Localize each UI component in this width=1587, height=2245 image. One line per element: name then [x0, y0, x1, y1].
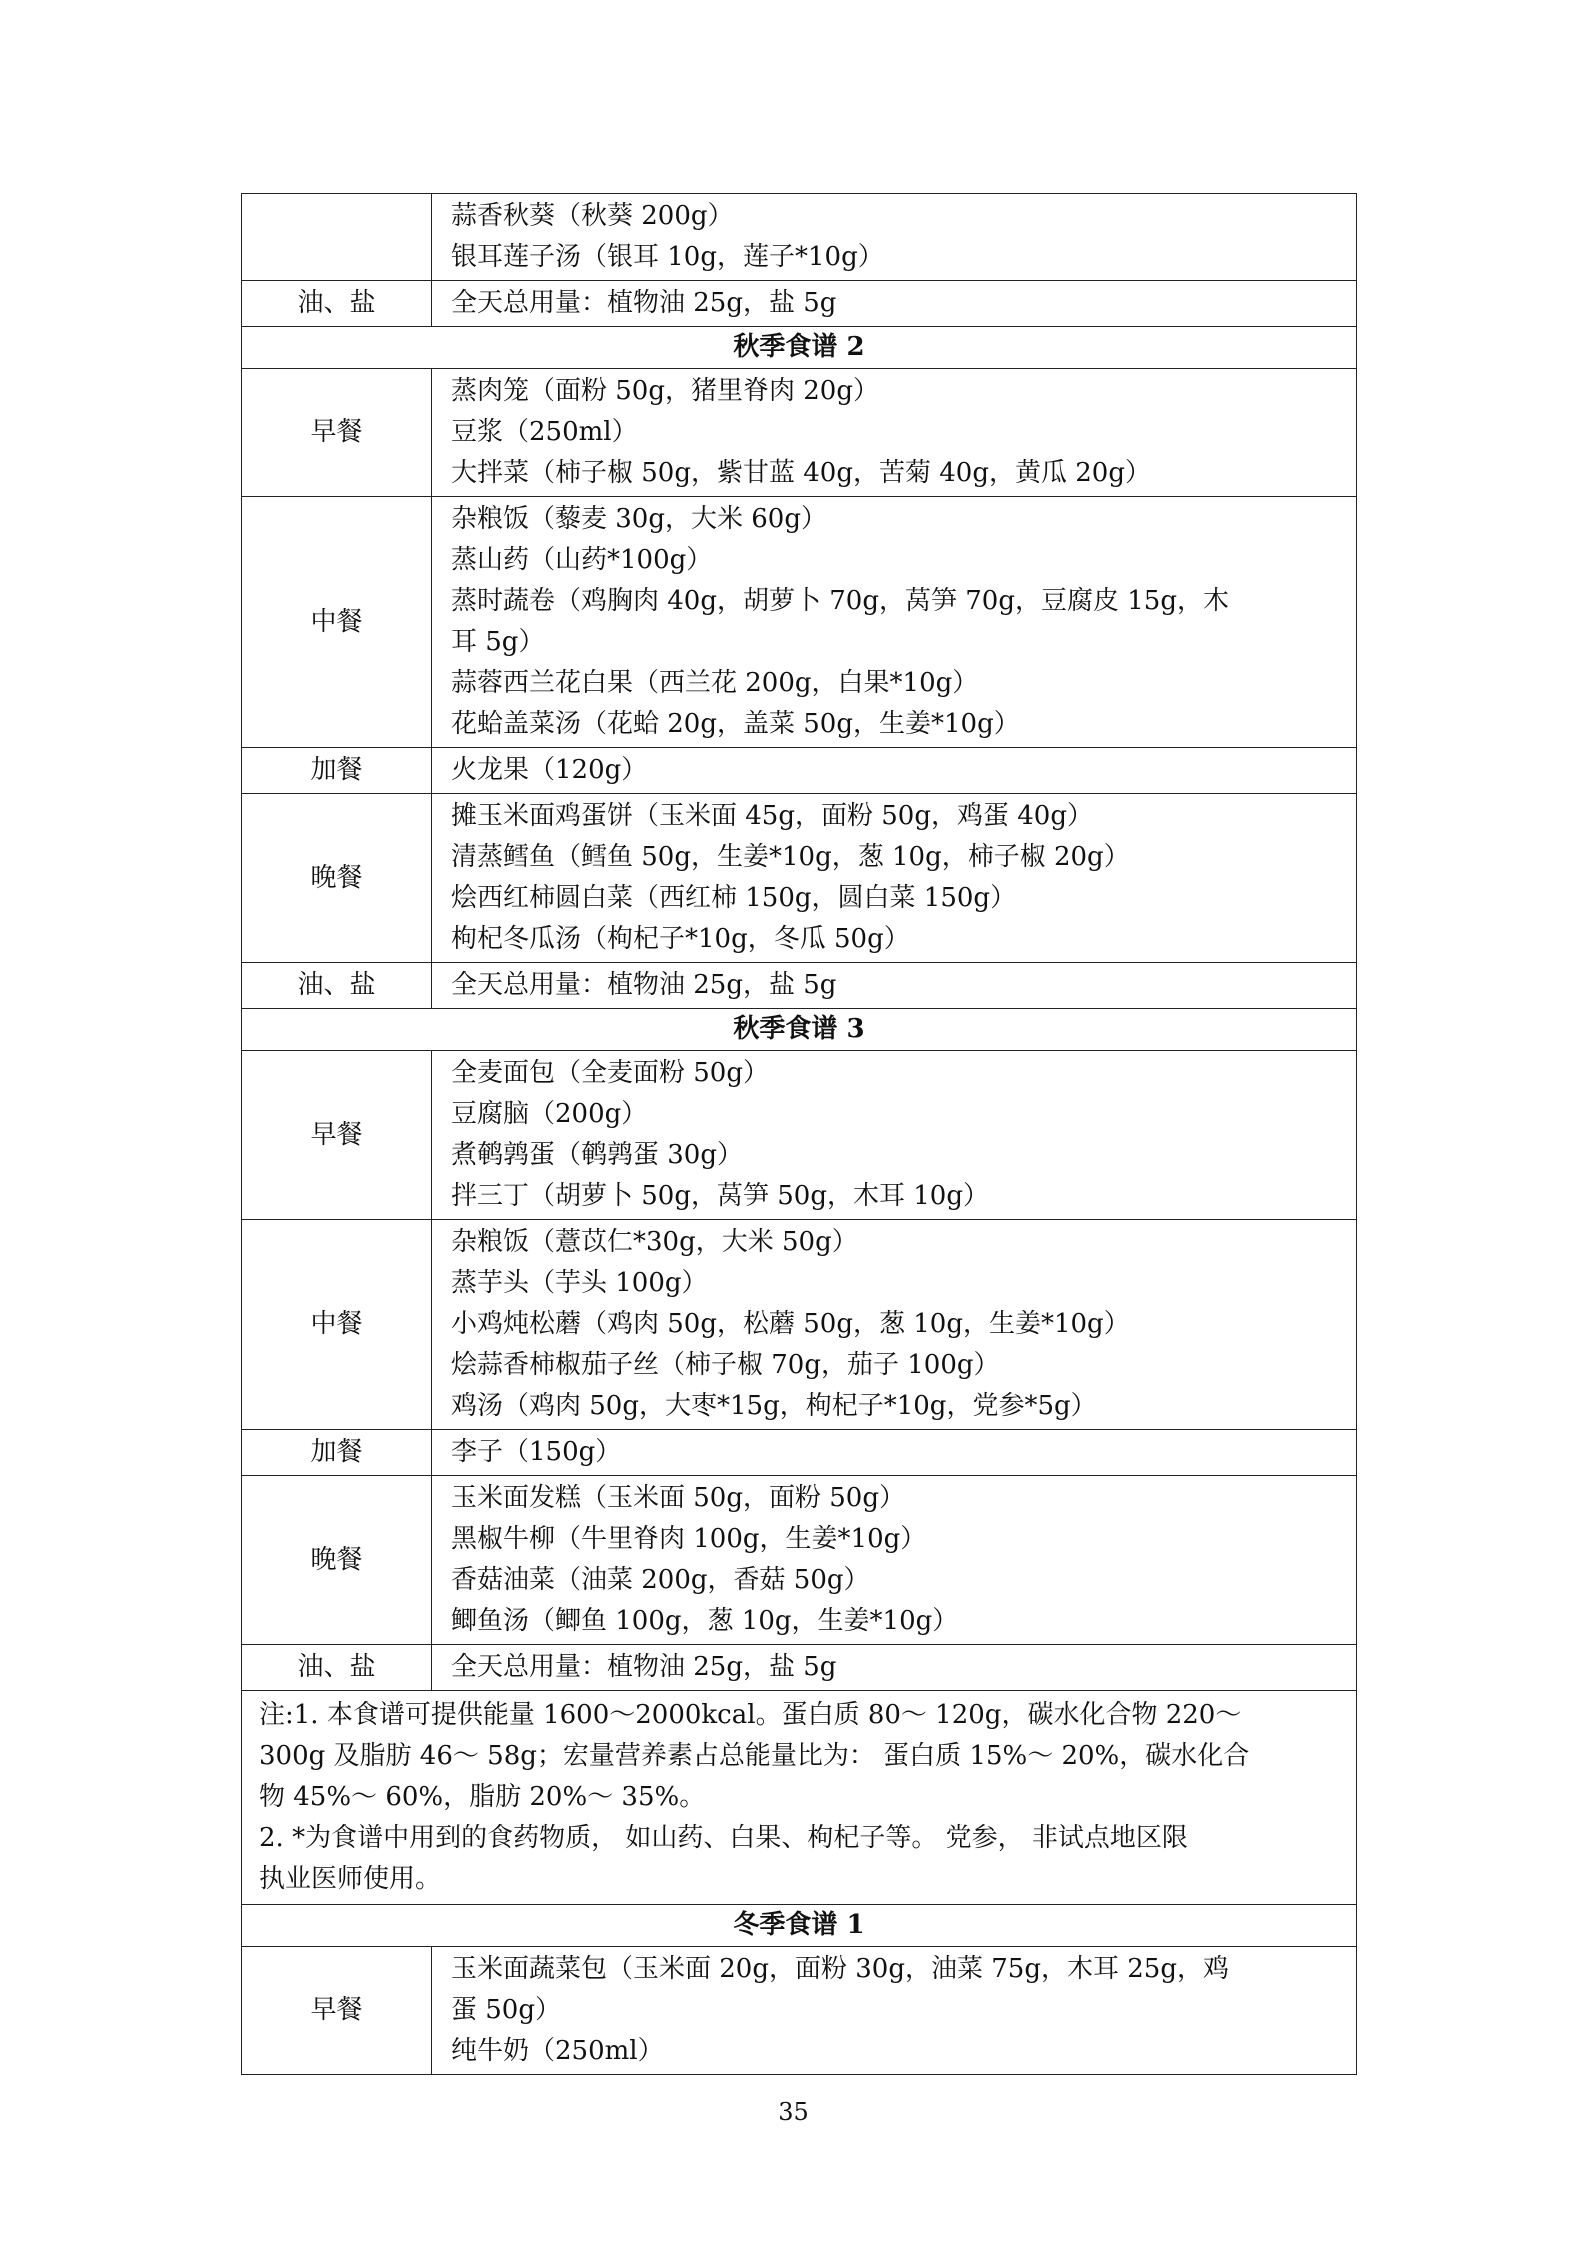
- meal-items: [432, 1220, 1357, 1430]
- dish-line: 玉米面发糕（玉米面 50g，面粉 50g）: [451, 1483, 905, 1513]
- dish-line: 全麦面包（全麦面粉 50g）: [451, 1058, 769, 1088]
- meal-items: [432, 369, 1357, 497]
- meal-label: 早餐: [242, 369, 432, 497]
- meal-label: 中餐: [242, 497, 432, 748]
- table-row: [242, 1645, 1357, 1691]
- table-row: [242, 1476, 1357, 1645]
- table-row: [242, 748, 1357, 794]
- table-row: [242, 1220, 1357, 1430]
- table-row: [242, 1947, 1357, 2075]
- meal-items: [432, 1476, 1357, 1645]
- dish-line: 蒜蓉西兰花白果（西兰花 200g，白果*10g）: [451, 668, 979, 698]
- meal-label: 油、盐: [242, 963, 432, 1009]
- note-line: 执业医师使用。: [259, 1864, 442, 1894]
- dish-line: 蛋 50g）: [451, 1995, 561, 2025]
- nutrition-note: [242, 1691, 1357, 1905]
- meal-items: [432, 497, 1357, 748]
- dish-line: 小鸡炖松蘑（鸡肉 50g，松蘑 50g，葱 10g，生姜*10g）: [451, 1309, 1130, 1339]
- note-line: 注:1. 本食谱可提供能量 1600～2000kcal。蛋白质 80～ 120g，碳水化合物 220～: [259, 1700, 1242, 1730]
- dish-line: 火龙果（120g）: [451, 755, 648, 785]
- dish-line: 烩蒜香柿椒茄子丝（柿子椒 70g，茄子 100g）: [451, 1350, 1000, 1380]
- dish-line: 玉米面蔬菜包（玉米面 20g，面粉 30g，油菜 75g，木耳 25g，鸡: [451, 1954, 1229, 1984]
- note-line: 300g 及脂肪 46～ 58g；宏量营养素占总能量比为： 蛋白质 15%～ 20%，碳水化合: [259, 1741, 1250, 1771]
- table-row: [242, 963, 1357, 1009]
- meal-items: [432, 748, 1357, 794]
- table-row: [242, 194, 1357, 281]
- meal-label: 加餐: [242, 748, 432, 794]
- dish-line: 清蒸鳕鱼（鳕鱼 50g，生姜*10g，葱 10g，柿子椒 20g）: [451, 842, 1130, 872]
- dish-line: 花蛤盖菜汤（花蛤 20g，盖菜 50g，生姜*10g）: [451, 709, 1020, 739]
- table-row: [242, 369, 1357, 497]
- table-row: [242, 794, 1357, 963]
- oil-salt-value: 全天总用量：植物油 25g，盐 5g: [432, 1645, 1357, 1691]
- dish-line: 大拌菜（柿子椒 50g，紫甘蓝 40g，苦菊 40g，黄瓜 20g）: [451, 458, 1151, 488]
- note-line: 物 45%～ 60%，脂肪 20%～ 35%。: [259, 1782, 706, 1812]
- dish-line: 李子（150g）: [451, 1437, 622, 1467]
- dish-line: 豆腐脑（200g）: [451, 1099, 648, 1129]
- meal-items: [432, 194, 1357, 281]
- dish-line: 杂粮饭（藜麦 30g，大米 60g）: [451, 504, 827, 534]
- table-row: [242, 1051, 1357, 1220]
- dish-line: 杂粮饭（薏苡仁*30g，大米 50g）: [451, 1227, 858, 1257]
- dish-line: 鸡汤（鸡肉 50g，大枣*15g，枸杞子*10g，党参*5g）: [451, 1391, 1097, 1421]
- meal-label: 加餐: [242, 1430, 432, 1476]
- dish-line: 摊玉米面鸡蛋饼（玉米面 45g，面粉 50g，鸡蛋 40g）: [451, 801, 1093, 831]
- dish-line: 蒜香秋葵（秋葵 200g）: [451, 201, 734, 231]
- meal-label: 早餐: [242, 1947, 432, 2075]
- meal-items: [432, 1051, 1357, 1220]
- meal-items: [432, 1430, 1357, 1476]
- table-row: [242, 281, 1357, 327]
- table-row: [242, 1691, 1357, 1905]
- dish-line: 枸杞冬瓜汤（枸杞子*10g，冬瓜 50g）: [451, 924, 910, 954]
- table-row: [242, 1905, 1357, 1947]
- dish-line: 鲫鱼汤（鲫鱼 100g，葱 10g，生姜*10g）: [451, 1606, 959, 1636]
- dish-line: 烩西红柿圆白菜（西红柿 150g，圆白菜 150g）: [451, 883, 1017, 913]
- dish-line: 蒸肉笼（面粉 50g，猪里脊肉 20g）: [451, 376, 879, 406]
- meal-label: 晚餐: [242, 794, 432, 963]
- meal-label: 中餐: [242, 1220, 432, 1430]
- dish-line: 蒸芋头（芋头 100g）: [451, 1268, 708, 1298]
- meal-label: [242, 194, 432, 281]
- dish-line: 黑椒牛柳（牛里脊肉 100g，生姜*10g）: [451, 1524, 927, 1554]
- oil-salt-value: 全天总用量：植物油 25g，盐 5g: [432, 963, 1357, 1009]
- table-row: [242, 1009, 1357, 1051]
- menu-section-title: 冬季食谱 1: [242, 1905, 1357, 1947]
- meal-items: [432, 794, 1357, 963]
- meal-label: 油、盐: [242, 1645, 432, 1691]
- dish-line: 耳 5g）: [451, 627, 545, 657]
- menu-section-title: 秋季食谱 3: [242, 1009, 1357, 1051]
- meal-items: [432, 1947, 1357, 2075]
- table-row: [242, 1430, 1357, 1476]
- table-row: [242, 327, 1357, 369]
- meal-label: 油、盐: [242, 281, 432, 327]
- meal-plan-table: [241, 193, 1357, 2075]
- menu-section-title: 秋季食谱 2: [242, 327, 1357, 369]
- dish-line: 香菇油菜（油菜 200g，香菇 50g）: [451, 1565, 870, 1595]
- dish-line: 蒸时蔬卷（鸡胸肉 40g，胡萝卜 70g，莴笋 70g，豆腐皮 15g，木: [451, 586, 1229, 616]
- dish-line: 拌三丁（胡萝卜 50g，莴笋 50g，木耳 10g）: [451, 1181, 989, 1211]
- dish-line: 纯牛奶（250ml）: [451, 2036, 664, 2066]
- dish-line: 煮鹌鹑蛋（鹌鹑蛋 30g）: [451, 1140, 743, 1170]
- dish-line: 银耳莲子汤（银耳 10g，莲子*10g）: [451, 242, 884, 272]
- meal-label: 晚餐: [242, 1476, 432, 1645]
- dish-line: 蒸山药（山药*100g）: [451, 545, 713, 575]
- note-line: 2. *为食谱中用到的食药物质， 如山药、白果、枸杞子等。 党参， 非试点地区限: [259, 1823, 1188, 1853]
- page-number: 35: [778, 2098, 809, 2126]
- table-row: [242, 497, 1357, 748]
- dish-line: 豆浆（250ml）: [451, 417, 638, 447]
- meal-label: 早餐: [242, 1051, 432, 1220]
- oil-salt-value: 全天总用量：植物油 25g，盐 5g: [432, 281, 1357, 327]
